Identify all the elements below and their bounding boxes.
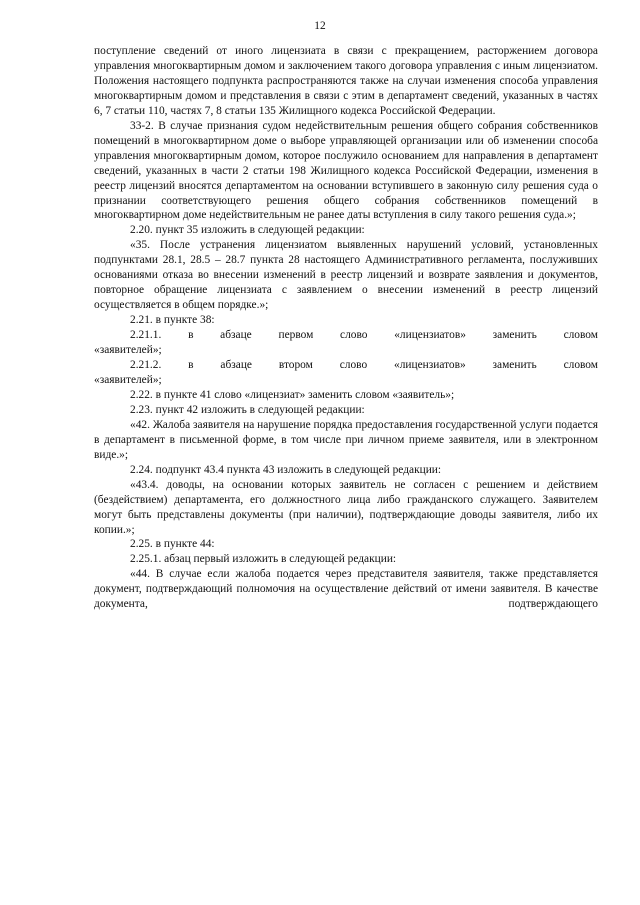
paragraph: «заявителей»; — [94, 344, 162, 357]
paragraph: 2.21.1. в абзаце первом слово «лицензиатов» заменить словом — [130, 329, 598, 342]
paragraph: 2.25.1. абзац первый изложить в следующей редакции: — [130, 553, 397, 566]
paragraph: «заявителей»; — [94, 373, 162, 386]
paragraph: «44. В случае если жалоба подается через представителя заявителя, также представляется документ, подтверждающий полномочия на осуществление действий от имени заявителя. В качестве документа, подтверждающего — [94, 568, 598, 611]
paragraph: 2.23. пункт 42 изложить в следующей редакции: — [130, 403, 365, 416]
paragraph: 2.20. пункт 35 изложить в следующей редакции: — [130, 224, 365, 237]
page-number: 12 — [314, 20, 326, 32]
paragraph: «43.4. доводы, на основании которых заявитель не согласен с решением и действием (бездействием) департамента, его должностного лица либо гражданского служащего. Заявителем могут быть представлены документы (при наличии), подтверждающие доводы заявителя, либо их копии.»; — [94, 478, 598, 536]
paragraph: 2.24. подпункт 43.4 пункта 43 изложить в следующей редакции: — [130, 463, 442, 476]
paragraph: 2.22. в пункте 41 слово «лицензиат» заменить словом «заявитель»; — [130, 388, 455, 401]
paragraph: «35. После устранения лицензиатом выявленных нарушений условий, установленных подпунктами 28.1, 28.5 – 28.7 пункта 28 настоящего Административного регламента, послуживших основаниями отказа во внесении изменений в реестр лицензий и возврате заявления и документов, повторное обращение лицензиата с заявлением о внесении изменений в реестр лицензий осуществляется в общем порядке.»; — [94, 239, 598, 312]
document-body — [94, 44, 598, 612]
paragraph: 2.25. в пункте 44: — [130, 538, 215, 551]
paragraph: 2.21. в пункте 38: — [130, 314, 215, 327]
paragraph: «42. Жалоба заявителя на нарушение порядка предоставления государственной услуги подается в департамент в письменной форме, в том числе при личном приеме заявителя, или в электронном виде.»; — [94, 418, 598, 461]
paragraph: 2.21.2. в абзаце втором слово «лицензиатов» заменить словом — [130, 359, 598, 372]
paragraph: 33-2. В случае признания судом недействительным решения общего собрания собственников помещений в многоквартирном доме о выборе управляющей организации или об изменении способа управления многоквартирным домом, которое послужило основанием для направления в департамент сведений, указанных в части 2 статьи 198 Жилищного кодекса Российской Федерации, изменения в реестр лицензий вносятся департаментом на основании вступившего в законную силу решения суда о признании соответствующего решения общего собрания собственников помещений в многоквартирном доме недействительным не ранее даты вступления в силу такого решения суда.»; — [94, 119, 598, 222]
paragraph: поступление сведений от иного лицензиата в связи с прекращением, расторжением договора управления многоквартирным домом и заключением такого договора управления с иным лицензиатом. Положения настоящего подпункта распространяются также на случаи изменения способа управления многоквартирным домом и представления в связи с этим в департамент сведений, указанных в частях 6, 7 статьи 110, частях 7, 8 статьи 135 Жилищного кодекса Российской Федерации. — [94, 45, 598, 117]
